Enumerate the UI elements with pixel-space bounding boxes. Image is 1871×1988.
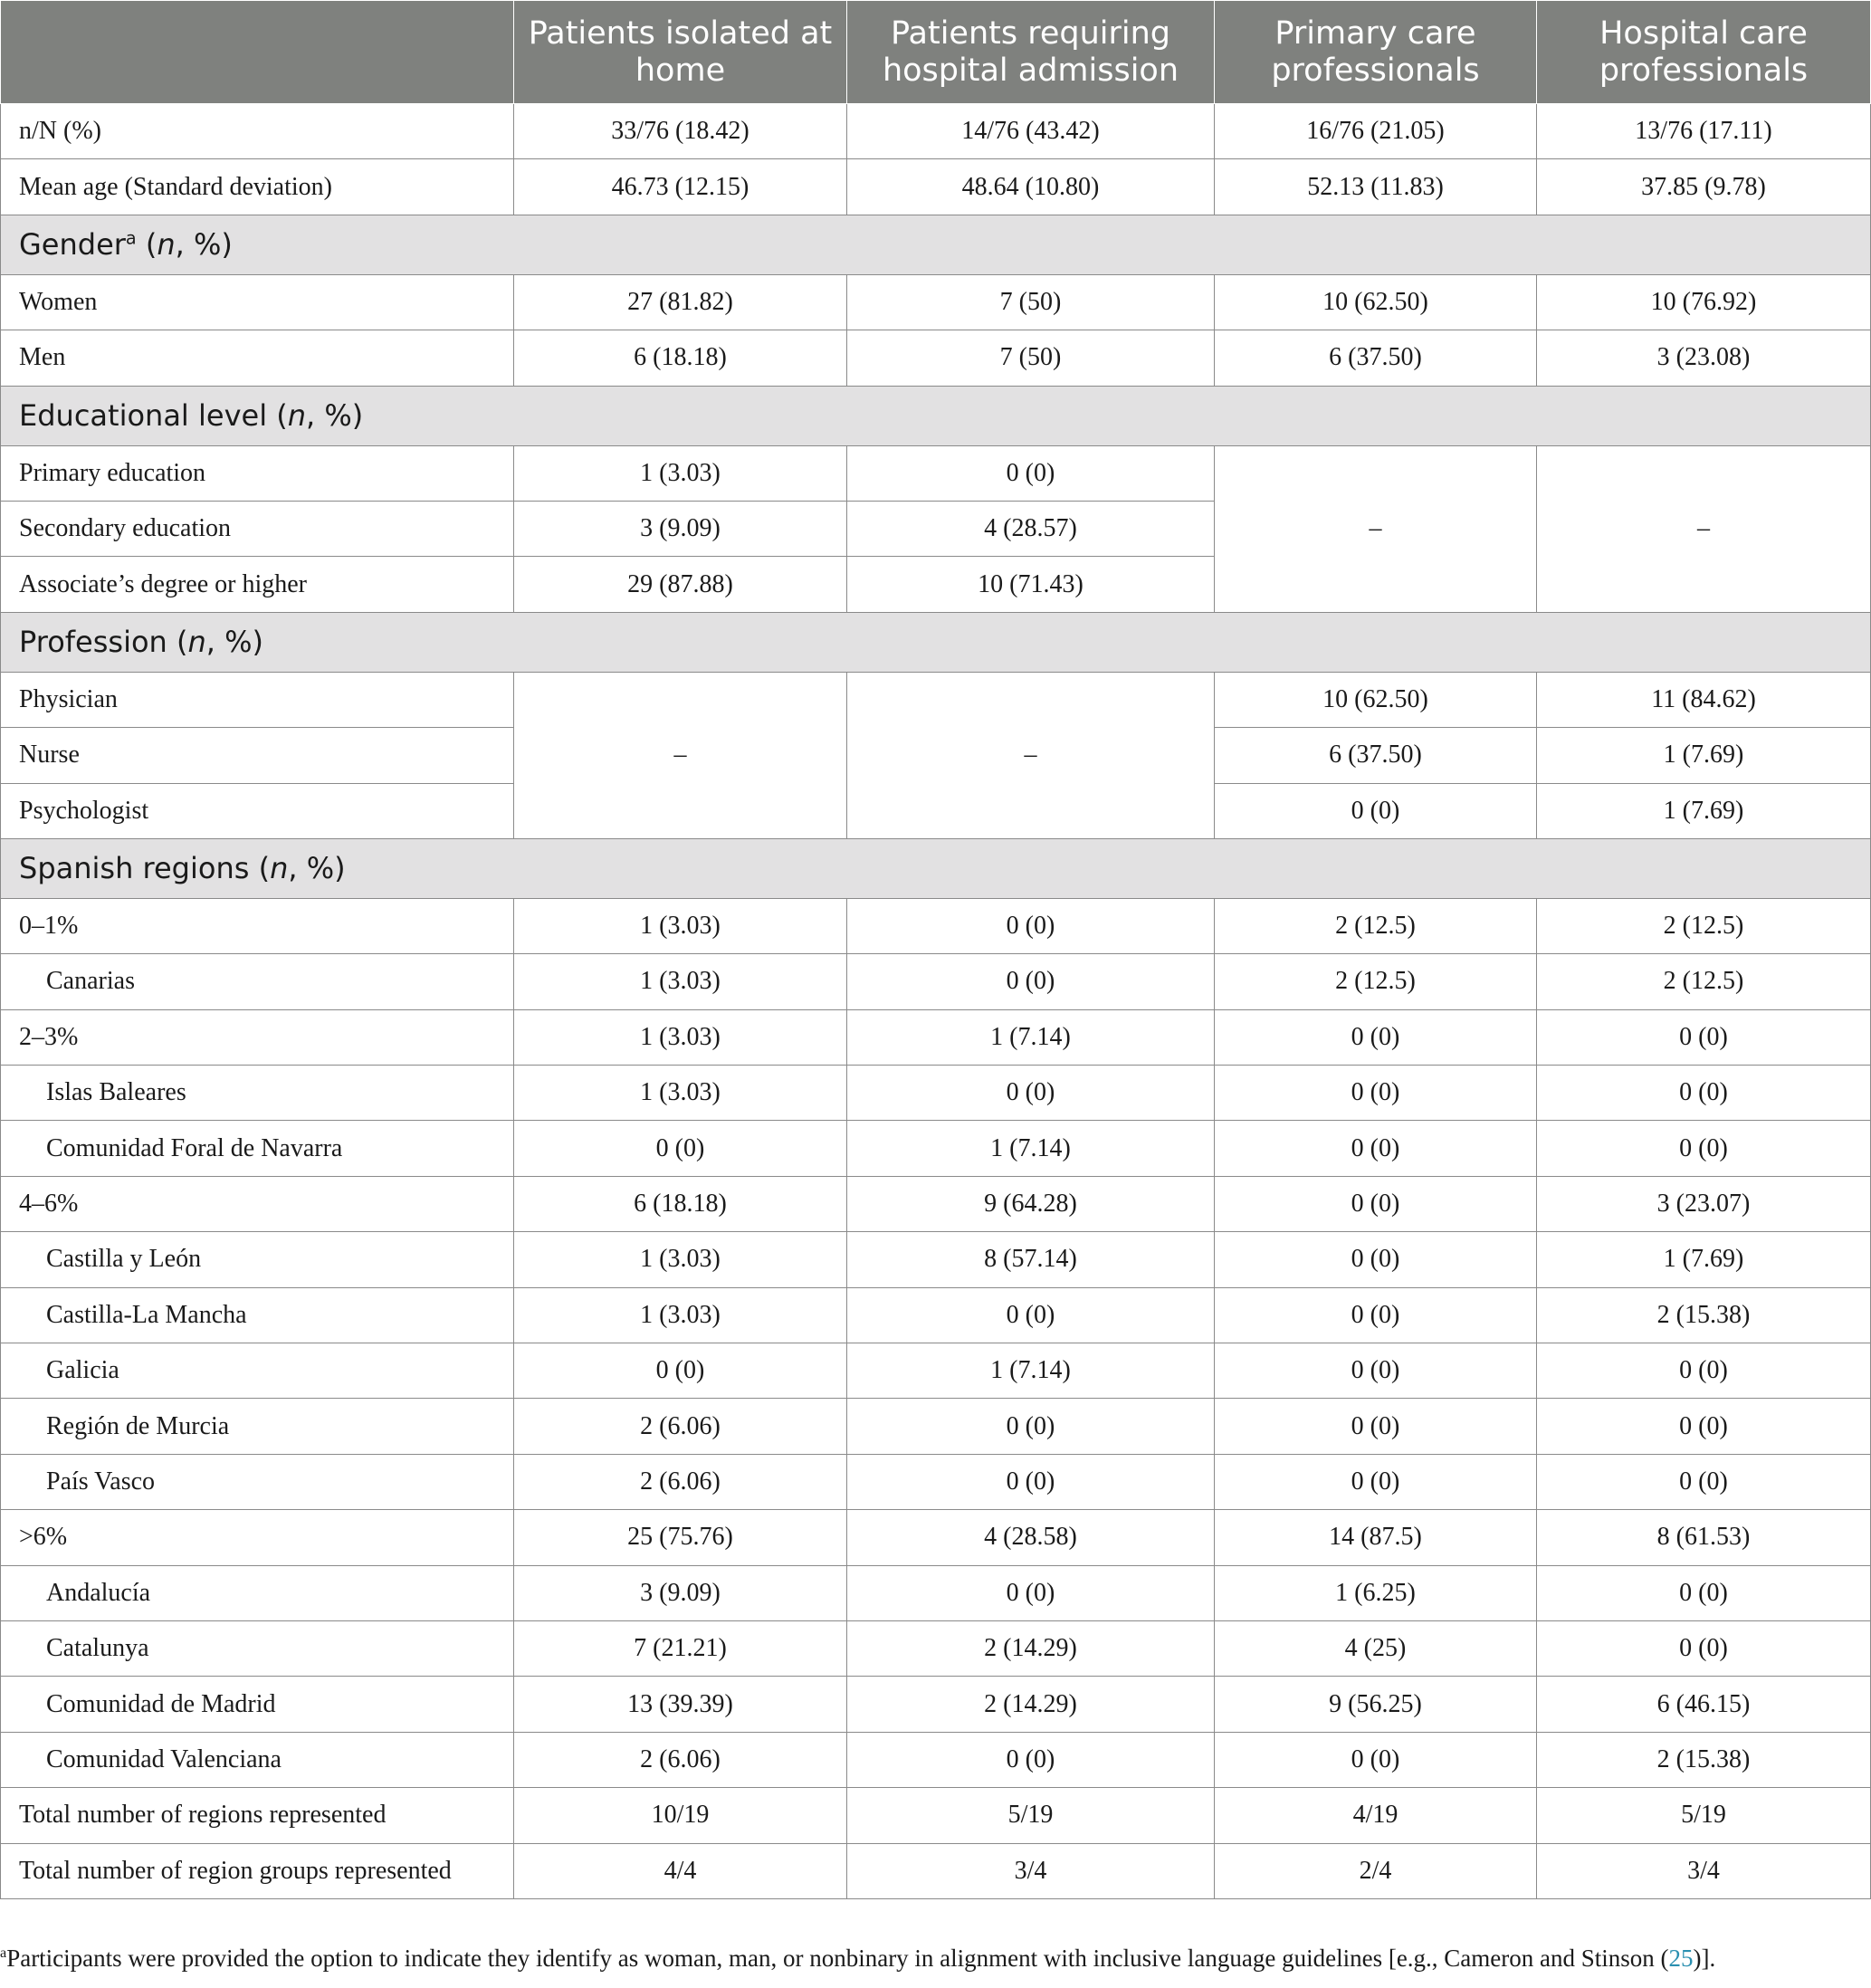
cell: 4 (28.58) bbox=[847, 1510, 1215, 1565]
cell: 9 (64.28) bbox=[847, 1176, 1215, 1231]
row-label: Physician bbox=[1, 672, 514, 727]
cell: 0 (0) bbox=[1215, 1121, 1537, 1176]
cell: 6 (46.15) bbox=[1537, 1677, 1871, 1732]
cell: 0 (0) bbox=[1537, 1121, 1871, 1176]
cell: 1 (3.03) bbox=[514, 1232, 847, 1287]
table-row bbox=[1, 898, 1871, 953]
section-title: Educational level (n, %) bbox=[1, 386, 1871, 445]
cell: 3 (9.09) bbox=[514, 501, 847, 556]
cell: 6 (18.18) bbox=[514, 1176, 847, 1231]
table-row bbox=[1, 445, 1871, 501]
row-label: Castilla-La Mancha bbox=[1, 1287, 514, 1343]
cell: 0 (0) bbox=[847, 445, 1215, 501]
cell: 14 (87.5) bbox=[1215, 1510, 1537, 1565]
row-label: Psychologist bbox=[1, 783, 514, 838]
cell: 6 (37.50) bbox=[1215, 330, 1537, 386]
section-header-profession bbox=[1, 612, 1871, 672]
cell: 1 (3.03) bbox=[514, 1287, 847, 1343]
table-row bbox=[1, 1287, 1871, 1343]
header-row bbox=[1, 1, 1871, 104]
cell: 1 (3.03) bbox=[514, 898, 847, 953]
cell: 48.64 (10.80) bbox=[847, 159, 1215, 215]
row-label: Nurse bbox=[1, 728, 514, 783]
row-label: Catalunya bbox=[1, 1620, 514, 1676]
table-row bbox=[1, 1343, 1871, 1399]
row-label: Total number of region groups represented bbox=[1, 1843, 514, 1898]
table-row bbox=[1, 1176, 1871, 1231]
cell: 9 (56.25) bbox=[1215, 1677, 1537, 1732]
cell: 5/19 bbox=[847, 1788, 1215, 1843]
row-label: Women bbox=[1, 274, 514, 330]
row-label: 0–1% bbox=[1, 898, 514, 953]
header-isolated-home: Patients isolated at home bbox=[514, 1, 847, 104]
row-label: Islas Baleares bbox=[1, 1066, 514, 1121]
cell: 0 (0) bbox=[847, 1565, 1215, 1620]
cell: 1 (6.25) bbox=[1215, 1565, 1537, 1620]
cell: 1 (7.69) bbox=[1537, 728, 1871, 783]
cell: 52.13 (11.83) bbox=[1215, 159, 1537, 215]
reference-link[interactable]: 25 bbox=[1668, 1945, 1694, 1972]
cell: 5/19 bbox=[1537, 1788, 1871, 1843]
section-header-regions bbox=[1, 838, 1871, 898]
cell: 27 (81.82) bbox=[514, 274, 847, 330]
row-label: Secondary education bbox=[1, 501, 514, 556]
table-row bbox=[1, 1399, 1871, 1454]
header-hospital-care: Hospital care professionals bbox=[1537, 1, 1871, 104]
cell: 0 (0) bbox=[514, 1121, 847, 1176]
cell: 1 (7.14) bbox=[847, 1343, 1215, 1399]
cell: 1 (7.69) bbox=[1537, 783, 1871, 838]
section-title: Spanish regions (n, %) bbox=[1, 838, 1871, 898]
cell: 0 (0) bbox=[847, 1454, 1215, 1509]
row-label: Castilla y León bbox=[1, 1232, 514, 1287]
table-row bbox=[1, 1732, 1871, 1787]
cell-na: – bbox=[847, 672, 1215, 838]
cell: 3 (23.08) bbox=[1537, 330, 1871, 386]
cell: 8 (61.53) bbox=[1537, 1510, 1871, 1565]
cell: 0 (0) bbox=[847, 1287, 1215, 1343]
cell: 37.85 (9.78) bbox=[1537, 159, 1871, 215]
cell-na: – bbox=[514, 672, 847, 838]
table-row bbox=[1, 1232, 1871, 1287]
row-label: Galicia bbox=[1, 1343, 514, 1399]
table-row bbox=[1, 1066, 1871, 1121]
cell: 2 (6.06) bbox=[514, 1732, 847, 1787]
header-corner bbox=[1, 1, 514, 104]
row-label: Primary education bbox=[1, 445, 514, 501]
cell: 2 (14.29) bbox=[847, 1677, 1215, 1732]
row-label: Comunidad Valenciana bbox=[1, 1732, 514, 1787]
row-label: n/N (%) bbox=[1, 104, 514, 159]
cell: 0 (0) bbox=[514, 1343, 847, 1399]
cell: 0 (0) bbox=[1215, 1176, 1537, 1231]
cell: 10/19 bbox=[514, 1788, 847, 1843]
cell: 8 (57.14) bbox=[847, 1232, 1215, 1287]
row-label: Canarias bbox=[1, 954, 514, 1009]
cell: 25 (75.76) bbox=[514, 1510, 847, 1565]
table-row bbox=[1, 1121, 1871, 1176]
table-row bbox=[1, 1843, 1871, 1898]
cell: 10 (62.50) bbox=[1215, 274, 1537, 330]
cell: 1 (3.03) bbox=[514, 1009, 847, 1065]
cell: 2 (6.06) bbox=[514, 1399, 847, 1454]
table-row bbox=[1, 330, 1871, 386]
cell: 4 (25) bbox=[1215, 1620, 1537, 1676]
cell: 0 (0) bbox=[847, 1399, 1215, 1454]
cell: 2 (12.5) bbox=[1215, 898, 1537, 953]
cell: 1 (7.14) bbox=[847, 1009, 1215, 1065]
cell: 7 (50) bbox=[847, 330, 1215, 386]
row-label: País Vasco bbox=[1, 1454, 514, 1509]
cell: 0 (0) bbox=[847, 954, 1215, 1009]
cell: 10 (62.50) bbox=[1215, 672, 1537, 727]
cell: 1 (3.03) bbox=[514, 954, 847, 1009]
cell: 0 (0) bbox=[1537, 1343, 1871, 1399]
cell: 0 (0) bbox=[847, 898, 1215, 953]
cell: 0 (0) bbox=[1215, 1343, 1537, 1399]
row-label: Associate’s degree or higher bbox=[1, 557, 514, 612]
table-row bbox=[1, 1510, 1871, 1565]
cell: 46.73 (12.15) bbox=[514, 159, 847, 215]
cell: 0 (0) bbox=[1215, 1066, 1537, 1121]
cell: 10 (71.43) bbox=[847, 557, 1215, 612]
cell: 3 (23.07) bbox=[1537, 1176, 1871, 1231]
cell: 0 (0) bbox=[1215, 783, 1537, 838]
table-row bbox=[1, 1677, 1871, 1732]
cell: 4/19 bbox=[1215, 1788, 1537, 1843]
cell: 10 (76.92) bbox=[1537, 274, 1871, 330]
row-label: 4–6% bbox=[1, 1176, 514, 1231]
cell: 6 (37.50) bbox=[1215, 728, 1537, 783]
cell: 0 (0) bbox=[1215, 1454, 1537, 1509]
cell-na: – bbox=[1215, 445, 1537, 612]
row-label: >6% bbox=[1, 1510, 514, 1565]
cell: 1 (3.03) bbox=[514, 445, 847, 501]
table-row bbox=[1, 1009, 1871, 1065]
cell: 7 (50) bbox=[847, 274, 1215, 330]
table-row bbox=[1, 159, 1871, 215]
table-row bbox=[1, 1788, 1871, 1843]
header-hospital-admission: Patients requiring hospital admission bbox=[847, 1, 1215, 104]
cell: 2/4 bbox=[1215, 1843, 1537, 1898]
cell: 2 (12.5) bbox=[1537, 898, 1871, 953]
cell: 1 (7.14) bbox=[847, 1121, 1215, 1176]
footnote: $^a$Participants were provided the option to indicate they identify as woman, man, or nonbinary in alignment with inclusive language guidelines [e.g., Cameron and Stinson (25)]. bbox=[0, 1945, 1716, 1972]
cell: 3/4 bbox=[847, 1843, 1215, 1898]
cell: 0 (0) bbox=[1537, 1066, 1871, 1121]
cell-na: – bbox=[1537, 445, 1871, 612]
cell: 0 (0) bbox=[1537, 1009, 1871, 1065]
cell: 0 (0) bbox=[1537, 1454, 1871, 1509]
row-label: Andalucía bbox=[1, 1565, 514, 1620]
cell: 14/76 (43.42) bbox=[847, 104, 1215, 159]
cell: 0 (0) bbox=[1215, 1232, 1537, 1287]
row-label: Comunidad de Madrid bbox=[1, 1677, 514, 1732]
cell: 3 (9.09) bbox=[514, 1565, 847, 1620]
cell: 0 (0) bbox=[1215, 1732, 1537, 1787]
header-primary-care: Primary care professionals bbox=[1215, 1, 1537, 104]
cell: 6 (18.18) bbox=[514, 330, 847, 386]
row-label: Comunidad Foral de Navarra bbox=[1, 1121, 514, 1176]
cell: 4 (28.57) bbox=[847, 501, 1215, 556]
cell: 11 (84.62) bbox=[1537, 672, 1871, 727]
table-row bbox=[1, 104, 1871, 159]
cell: 3/4 bbox=[1537, 1843, 1871, 1898]
table-row bbox=[1, 1620, 1871, 1676]
cell: 1 (7.69) bbox=[1537, 1232, 1871, 1287]
section-title: Gender$^a$ (n, %) bbox=[1, 215, 1871, 274]
cell: 0 (0) bbox=[1537, 1399, 1871, 1454]
section-header-education bbox=[1, 386, 1871, 445]
row-label: 2–3% bbox=[1, 1009, 514, 1065]
cell: 33/76 (18.42) bbox=[514, 104, 847, 159]
table-row bbox=[1, 1454, 1871, 1509]
cell: 7 (21.21) bbox=[514, 1620, 847, 1676]
cell: 2 (12.5) bbox=[1215, 954, 1537, 1009]
table-row bbox=[1, 672, 1871, 727]
cell: 0 (0) bbox=[1215, 1009, 1537, 1065]
table-row bbox=[1, 274, 1871, 330]
table-row bbox=[1, 954, 1871, 1009]
cell: 0 (0) bbox=[847, 1066, 1215, 1121]
cell: 0 (0) bbox=[1537, 1620, 1871, 1676]
cell: 13/76 (17.11) bbox=[1537, 104, 1871, 159]
cell: 16/76 (21.05) bbox=[1215, 104, 1537, 159]
cell: 29 (87.88) bbox=[514, 557, 847, 612]
cell: 0 (0) bbox=[1537, 1565, 1871, 1620]
section-header-gender bbox=[1, 215, 1871, 274]
cell: 0 (0) bbox=[1215, 1287, 1537, 1343]
row-label: Mean age (Standard deviation) bbox=[1, 159, 514, 215]
cell: 13 (39.39) bbox=[514, 1677, 847, 1732]
cell: 4/4 bbox=[514, 1843, 847, 1898]
cell: 2 (15.38) bbox=[1537, 1732, 1871, 1787]
table-row bbox=[1, 1565, 1871, 1620]
cell: 2 (12.5) bbox=[1537, 954, 1871, 1009]
cell: 2 (6.06) bbox=[514, 1454, 847, 1509]
cell: 1 (3.03) bbox=[514, 1066, 847, 1121]
cell: 2 (15.38) bbox=[1537, 1287, 1871, 1343]
cell: 2 (14.29) bbox=[847, 1620, 1215, 1676]
row-label: Región de Murcia bbox=[1, 1399, 514, 1454]
row-label: Total number of regions represented bbox=[1, 1788, 514, 1843]
region-rows bbox=[1, 898, 1871, 1898]
cell: 0 (0) bbox=[1215, 1399, 1537, 1454]
cell: 0 (0) bbox=[847, 1732, 1215, 1787]
section-title: Profession (n, %) bbox=[1, 612, 1871, 672]
row-label: Men bbox=[1, 330, 514, 386]
